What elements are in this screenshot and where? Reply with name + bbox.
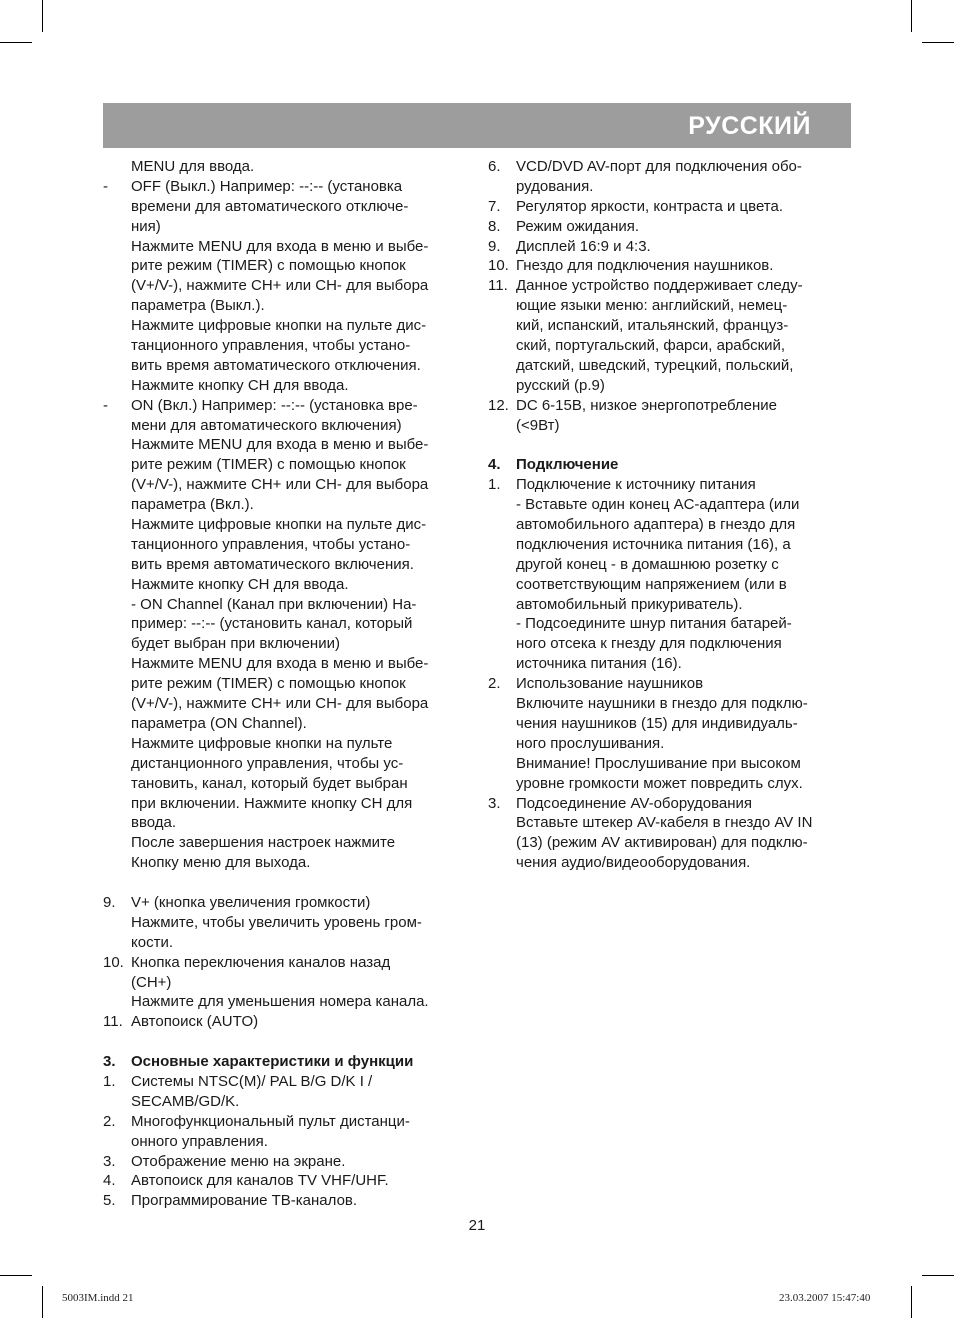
line-text: источника питания (16). bbox=[516, 655, 682, 673]
line-text: Режим ожидания. bbox=[516, 217, 640, 235]
text-line bbox=[103, 336, 468, 356]
line-text: онного управления. bbox=[131, 1132, 268, 1150]
text-line bbox=[488, 475, 853, 495]
text-line bbox=[103, 634, 468, 654]
line-text: Внимание! Прослушивание при высоком bbox=[516, 754, 801, 772]
line-text: Использование наушников bbox=[516, 675, 704, 693]
line-text: DC 6-15В, низкое энергопотребление bbox=[516, 396, 777, 414]
text-line bbox=[103, 813, 468, 833]
line-text: V+ (кнопка увеличения громкости) bbox=[131, 893, 371, 911]
line-text: параметра (ON Channel). bbox=[131, 714, 307, 732]
text-line bbox=[103, 694, 468, 714]
list-marker: 3. bbox=[103, 1152, 116, 1170]
section-heading bbox=[103, 1052, 468, 1072]
line-text: Регулятор яркости, контраста и цвета. bbox=[516, 197, 783, 215]
text-line bbox=[103, 356, 468, 376]
text-line bbox=[103, 296, 468, 316]
text-line bbox=[488, 754, 853, 774]
line-text: вить время автоматического отключения. bbox=[131, 356, 421, 374]
list-marker: 2. bbox=[103, 1112, 116, 1130]
list-marker: 4. bbox=[488, 456, 501, 474]
line-text: Нажмите MENU для входа в меню и выбе- bbox=[131, 436, 429, 454]
line-text: (V+/V-), нажмите CH+ или CH- для выбора bbox=[131, 476, 429, 494]
text-line bbox=[488, 575, 853, 595]
text-line bbox=[488, 157, 853, 177]
line-text: ввода. bbox=[131, 814, 177, 832]
footer-timestamp: 23.03.2007 15:47:40 bbox=[779, 1292, 871, 1304]
blank-line bbox=[488, 435, 853, 455]
list-marker: 11. bbox=[488, 277, 508, 295]
text-line bbox=[488, 276, 853, 296]
list-marker: 1. bbox=[103, 1072, 116, 1090]
text-line bbox=[103, 992, 468, 1012]
header-title: РУССКИЙ bbox=[688, 112, 811, 140]
crop-mark bbox=[911, 0, 912, 32]
text-line bbox=[103, 674, 468, 694]
line-text: Гнездо для подключения наушников. bbox=[516, 257, 774, 275]
text-line bbox=[103, 376, 468, 396]
text-line bbox=[488, 595, 853, 615]
line-text: кий, испанский, итальянский, француз- bbox=[516, 317, 789, 335]
line-text: Нажмите MENU для входа в меню и выбе- bbox=[131, 655, 429, 673]
text-line bbox=[103, 1092, 468, 1112]
text-line bbox=[488, 535, 853, 555]
text-line bbox=[488, 296, 853, 316]
text-line bbox=[103, 973, 468, 993]
text-line bbox=[488, 813, 853, 833]
line-text: автомобильный прикуриватель). bbox=[516, 595, 743, 613]
line-text: ного прослушивания. bbox=[516, 734, 665, 752]
line-text: танционного управления, чтобы устано- bbox=[131, 535, 411, 553]
text-line bbox=[488, 555, 853, 575]
line-text: танционного управления, чтобы устано- bbox=[131, 337, 411, 355]
list-marker: 9. bbox=[488, 237, 501, 255]
text-line bbox=[103, 396, 468, 416]
text-line bbox=[103, 475, 468, 495]
line-text: рите режим (TIMER) с помощью кнопок bbox=[131, 257, 406, 275]
list-marker: 3. bbox=[488, 794, 501, 812]
blank-line bbox=[103, 873, 468, 893]
list-marker: 4. bbox=[103, 1172, 116, 1190]
text-line bbox=[488, 336, 853, 356]
line-text: рудования. bbox=[516, 177, 594, 195]
line-text: (CH+) bbox=[131, 973, 172, 991]
line-text: - ON Channel (Канал при включении) На- bbox=[131, 595, 417, 613]
text-line bbox=[103, 197, 468, 217]
language-header-bar bbox=[103, 103, 851, 148]
list-marker: 11. bbox=[103, 1013, 123, 1031]
line-text: Системы NTSC(M)/ PAL B/G D/K I / bbox=[131, 1072, 373, 1090]
line-text: при включении. Нажмите кнопку CH для bbox=[131, 794, 413, 812]
text-line bbox=[488, 614, 853, 634]
line-text: Подключение bbox=[516, 456, 619, 474]
text-line bbox=[103, 774, 468, 794]
text-line bbox=[103, 1132, 468, 1152]
list-marker: 6. bbox=[488, 158, 501, 175]
line-text: автомобильного адаптера) в гнездо для bbox=[516, 516, 796, 534]
list-marker: - bbox=[103, 177, 108, 195]
line-text: Многофункциональный пульт дистанци- bbox=[131, 1112, 410, 1130]
text-line bbox=[103, 1012, 468, 1032]
text-line bbox=[488, 396, 853, 416]
text-line bbox=[488, 794, 853, 814]
line-text: русский (р.9) bbox=[516, 376, 605, 394]
line-text: Подсоединение AV-оборудования bbox=[516, 794, 753, 812]
line-text: пример: --:-- (установить канал, который bbox=[131, 615, 413, 633]
text-line bbox=[103, 1191, 468, 1211]
line-text: VCD/DVD AV-порт для подключения обо- bbox=[516, 158, 802, 175]
text-line bbox=[488, 515, 853, 535]
list-marker: 8. bbox=[488, 217, 501, 235]
footer-file: 5003IM.indd 21 bbox=[62, 1292, 134, 1304]
line-text: Дисплей 16:9 и 4:3. bbox=[516, 237, 651, 255]
text-line bbox=[103, 1152, 468, 1172]
text-line bbox=[103, 416, 468, 436]
list-marker: 5. bbox=[103, 1192, 116, 1210]
text-line bbox=[103, 177, 468, 197]
crop-mark bbox=[0, 1275, 32, 1276]
line-text: ющие языки меню: английский, немец- bbox=[516, 297, 788, 315]
line-text: SECAMB/GD/K. bbox=[131, 1092, 240, 1110]
text-line bbox=[103, 217, 468, 237]
text-line bbox=[103, 555, 468, 575]
text-line bbox=[488, 495, 853, 515]
line-text: Подключение к источнику питания bbox=[516, 476, 756, 494]
text-line bbox=[488, 237, 853, 257]
text-line bbox=[103, 495, 468, 515]
text-line bbox=[488, 714, 853, 734]
text-line bbox=[103, 734, 468, 754]
line-text: Программирование ТВ-каналов. bbox=[131, 1192, 358, 1210]
list-marker: 1. bbox=[488, 476, 501, 494]
list-marker: 2. bbox=[488, 675, 501, 693]
crop-mark bbox=[922, 42, 954, 43]
crop-mark bbox=[922, 1275, 954, 1276]
line-text: ON (Вкл.) Например: --:-- (установка вре- bbox=[131, 396, 418, 414]
line-text: Нажмите для уменьшения номера канала. bbox=[131, 993, 429, 1011]
crop-mark bbox=[42, 1286, 43, 1318]
section-heading bbox=[488, 455, 853, 475]
text-line bbox=[103, 1171, 468, 1191]
text-line bbox=[103, 953, 468, 973]
text-line bbox=[488, 177, 853, 197]
line-text: Кнопка переключения каналов назад bbox=[131, 953, 391, 971]
line-text: Нажмите кнопку CH для ввода. bbox=[131, 575, 349, 593]
text-line bbox=[103, 1072, 468, 1092]
line-text: Кнопку меню для выхода. bbox=[131, 854, 311, 872]
crop-mark bbox=[42, 0, 43, 32]
text-line bbox=[103, 714, 468, 734]
line-text: Нажмите кнопку CH для ввода. bbox=[131, 376, 349, 394]
line-text: (V+/V-), нажмите CH+ или CH- для выбора bbox=[131, 695, 429, 713]
text-line bbox=[103, 276, 468, 296]
page-number: 21 bbox=[468, 1217, 486, 1234]
text-line bbox=[488, 833, 853, 853]
line-text: ния) bbox=[131, 217, 161, 235]
line-text: - Подсоедините шнур питания батарей- bbox=[516, 615, 792, 633]
text-line bbox=[488, 376, 853, 396]
text-line bbox=[103, 515, 468, 535]
text-line bbox=[488, 217, 853, 237]
text-line bbox=[103, 237, 468, 257]
right-column bbox=[488, 157, 853, 873]
text-line bbox=[488, 853, 853, 873]
text-line bbox=[488, 734, 853, 754]
list-marker: 9. bbox=[103, 893, 116, 911]
text-line bbox=[488, 674, 853, 694]
line-text: MENU для ввода. bbox=[131, 158, 255, 175]
line-text: рите режим (TIMER) с помощью кнопок bbox=[131, 456, 406, 474]
list-marker: 12. bbox=[488, 396, 509, 414]
line-text: ного отсека к гнезду для подключения bbox=[516, 635, 782, 653]
line-text: вить время автоматического включения. bbox=[131, 555, 414, 573]
text-line bbox=[488, 316, 853, 336]
line-text: тановить, канал, который будет выбран bbox=[131, 774, 408, 792]
text-line bbox=[488, 416, 853, 436]
text-line bbox=[488, 197, 853, 217]
text-line bbox=[103, 157, 468, 177]
list-marker: - bbox=[103, 396, 108, 414]
text-line bbox=[103, 933, 468, 953]
line-text: Нажмите, чтобы увеличить уровень гром- bbox=[131, 913, 422, 931]
line-text: будет выбран при включении) bbox=[131, 635, 340, 653]
text-line bbox=[103, 754, 468, 774]
line-text: Данное устройство поддерживает следу- bbox=[516, 277, 803, 295]
text-line bbox=[103, 893, 468, 913]
text-line bbox=[103, 435, 468, 455]
line-text: кости. bbox=[131, 933, 173, 951]
list-marker: 7. bbox=[488, 197, 501, 215]
text-line bbox=[103, 833, 468, 853]
text-line bbox=[103, 1112, 468, 1132]
line-text: подключения источника питания (16), а bbox=[516, 535, 791, 553]
line-text: мени для автоматического включения) bbox=[131, 416, 402, 434]
line-text: Автопоиск (AUTO) bbox=[131, 1013, 259, 1031]
line-text: Включите наушники в гнездо для подклю- bbox=[516, 695, 808, 713]
line-text: Нажмите MENU для входа в меню и выбе- bbox=[131, 237, 429, 255]
text-line bbox=[103, 316, 468, 336]
text-line bbox=[103, 535, 468, 555]
line-text: Нажмите цифровые кнопки на пульте дис- bbox=[131, 516, 427, 534]
line-text: времени для автоматического отключе- bbox=[131, 197, 409, 215]
text-line bbox=[103, 794, 468, 814]
blank-line bbox=[103, 1032, 468, 1052]
text-line bbox=[488, 654, 853, 674]
line-text: После завершения настроек нажмите bbox=[131, 834, 396, 852]
line-text: (13) (режим AV активирован) для подклю- bbox=[516, 834, 808, 852]
line-text: другой конец - в домашнюю розетку с bbox=[516, 555, 779, 573]
line-text: рите режим (TIMER) с помощью кнопок bbox=[131, 675, 406, 693]
text-line bbox=[103, 853, 468, 873]
line-text: уровне громкости может повредить слух. bbox=[516, 774, 803, 792]
text-line bbox=[488, 634, 853, 654]
text-line bbox=[103, 455, 468, 475]
line-text: соответствующим напряжением (или в bbox=[516, 575, 787, 593]
text-line bbox=[103, 256, 468, 276]
line-text: (<9Вт) bbox=[516, 416, 560, 434]
crop-mark bbox=[911, 1286, 912, 1318]
text-line bbox=[103, 614, 468, 634]
line-text: чения наушников (15) для индивидуаль- bbox=[516, 714, 798, 732]
list-marker: 3. bbox=[103, 1053, 116, 1071]
line-text: ский, португальский, фарси, арабский, bbox=[516, 337, 786, 355]
text-line bbox=[488, 694, 853, 714]
list-marker: 10. bbox=[103, 953, 124, 971]
crop-mark bbox=[0, 42, 32, 43]
line-text: Вставьте штекер AV-кабеля в гнездо AV IN bbox=[516, 814, 813, 832]
line-text: OFF (Выкл.) Например: --:-- (установка bbox=[131, 177, 403, 195]
text-line bbox=[103, 595, 468, 615]
text-line bbox=[488, 256, 853, 276]
line-text: Автопоиск для каналов TV VHF/UHF. bbox=[131, 1172, 389, 1190]
text-line bbox=[103, 654, 468, 674]
text-line bbox=[103, 913, 468, 933]
line-text: - Вставьте один конец AC-адаптера (или bbox=[516, 496, 800, 514]
line-text: Нажмите цифровые кнопки на пульте дис- bbox=[131, 317, 427, 335]
text-line bbox=[488, 356, 853, 376]
line-text: датский, шведский, турецкий, польский, bbox=[516, 356, 794, 374]
line-text: Нажмите цифровые кнопки на пульте bbox=[131, 734, 393, 752]
text-line bbox=[103, 575, 468, 595]
line-text: чения аудио/видеооборудования. bbox=[516, 854, 751, 872]
line-text: (V+/V-), нажмите CH+ или CH- для выбора bbox=[131, 277, 429, 295]
line-text: дистанционного управления, чтобы ус- bbox=[131, 754, 404, 772]
text-line bbox=[488, 774, 853, 794]
list-marker: 10. bbox=[488, 257, 509, 275]
line-text: параметра (Вкл.). bbox=[131, 496, 254, 514]
line-text: Основные характеристики и функции bbox=[131, 1053, 414, 1071]
line-text: параметра (Выкл.). bbox=[131, 297, 265, 315]
left-column bbox=[103, 157, 468, 1211]
line-text: Отображение меню на экране. bbox=[131, 1152, 346, 1170]
